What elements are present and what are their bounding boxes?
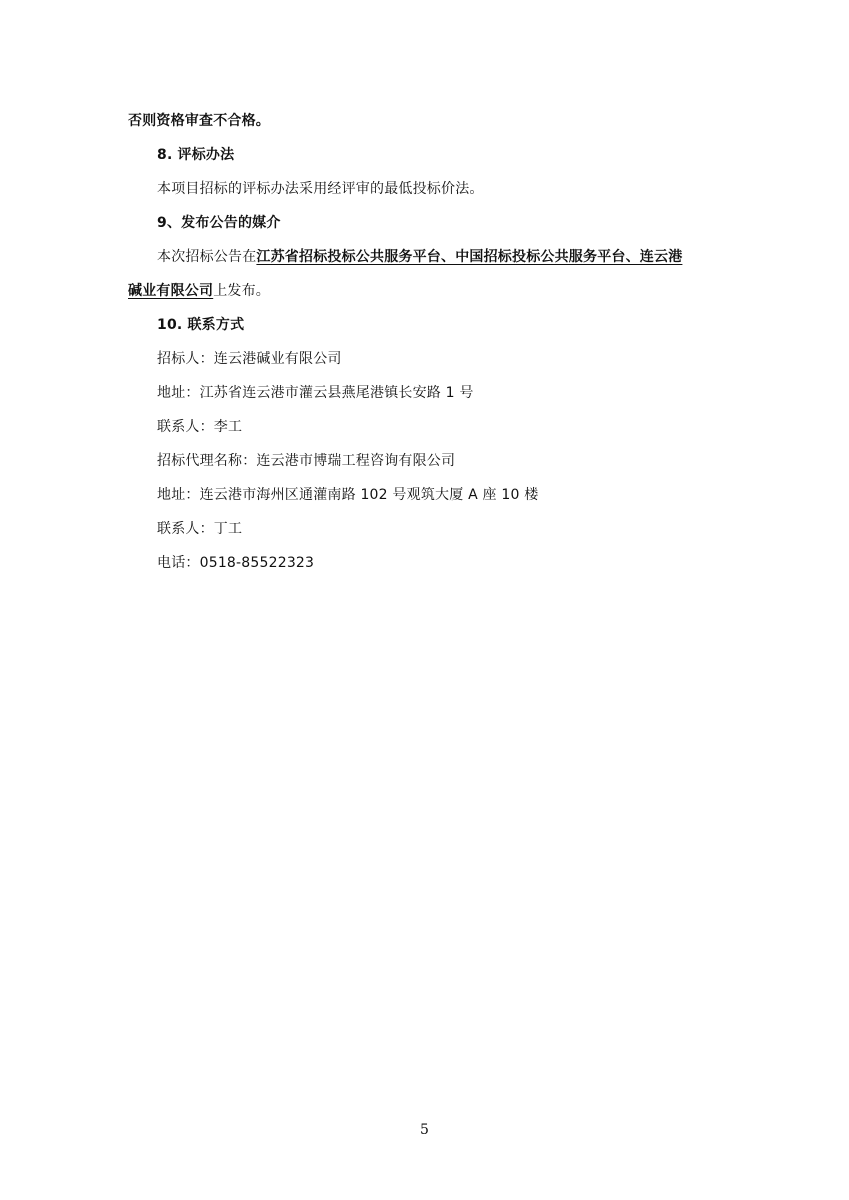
- contact-tenderer: 招标人：连云港碱业有限公司: [157, 351, 342, 367]
- section-9-body-prefix: 本次招标公告在: [157, 249, 257, 265]
- contact-agency-person: 联系人：丁工: [157, 521, 243, 537]
- contact-agency-name: 招标代理名称：连云港市博瑞工程咨询有限公司: [157, 453, 456, 469]
- section-9-media-list: 江苏省招标投标公共服务平台、中国招标投标公共服务平台、连云港: [256, 249, 683, 265]
- contact-tenderer-person: 联系人：李工: [157, 419, 243, 435]
- section-9-media-company: 碱业有限公司: [128, 283, 214, 299]
- qualification-tail-text: 否则资格审查不合格。: [128, 113, 270, 129]
- contact-tenderer-address: 地址：江苏省连云港市灌云县燕尾港镇长安路 1 号: [157, 385, 474, 401]
- section-9-body-suffix: 上发布。: [213, 283, 271, 299]
- section-8-body: 本项目招标的评标办法采用经评审的最低投标价法。: [157, 181, 484, 197]
- section-9-heading: 9、发布公告的媒介: [157, 215, 281, 231]
- contact-phone: 电话：0518-85522323: [157, 555, 315, 571]
- section-9-body-line1: [157, 247, 682, 267]
- section-10-heading: 10. 联系方式: [157, 317, 245, 333]
- page-number: 5: [420, 1122, 429, 1138]
- section-9-body-line2: [128, 281, 270, 301]
- contact-agency-address: 地址：连云港市海州区通灌南路 102 号观筑大厦 A 座 10 楼: [157, 487, 539, 503]
- section-8-heading: 8. 评标办法: [157, 147, 235, 163]
